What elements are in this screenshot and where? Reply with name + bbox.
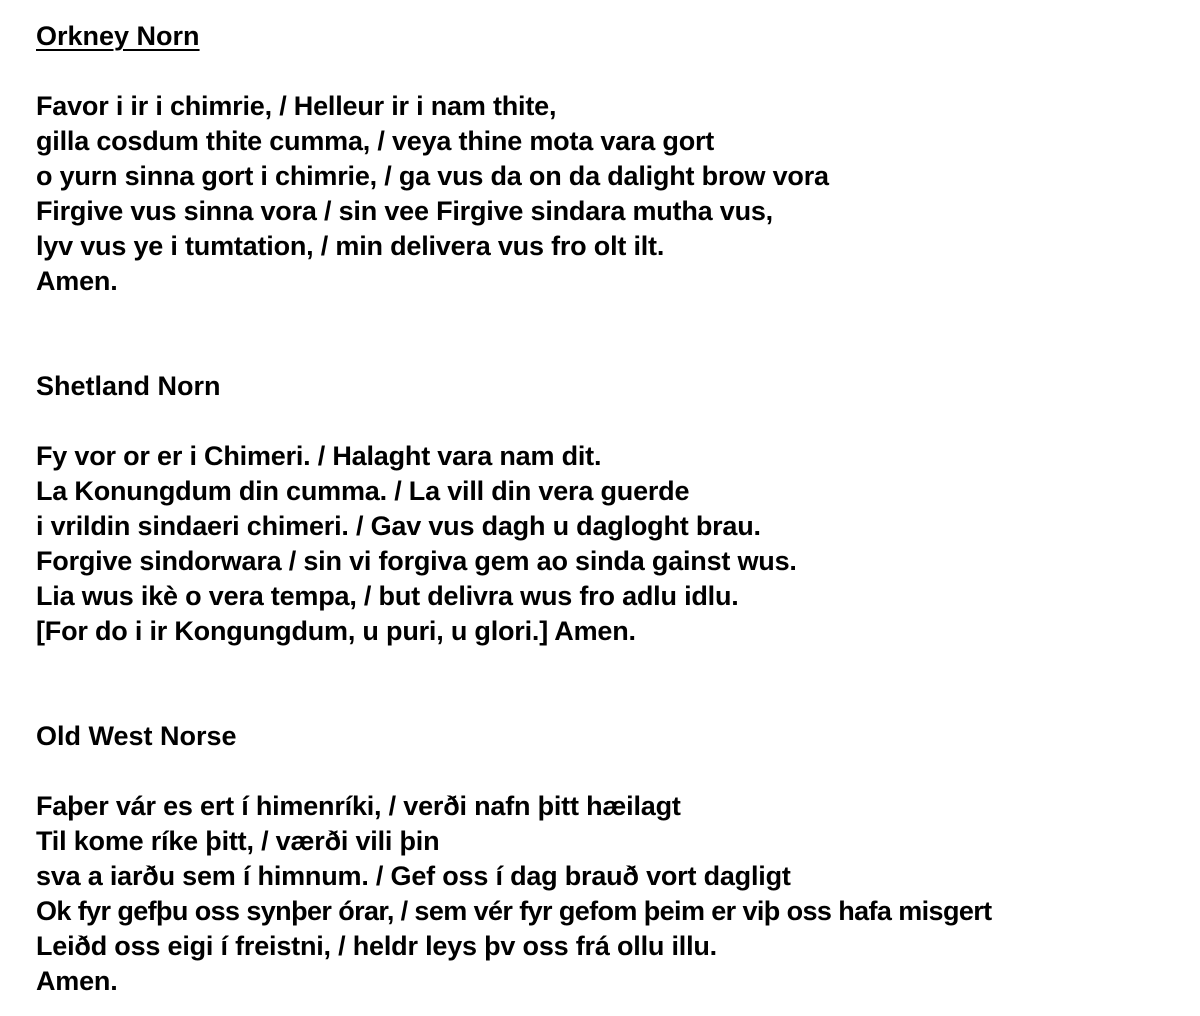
verse-line: Ok fyr gefþu oss synþer órar, / sem vér fyr gefom þeim er viþ oss hafa misgert — [36, 896, 992, 926]
verse-line: Amen. — [36, 966, 118, 996]
verse-line: Leiðd oss eigi í freistni, / heldr leys þv oss frá ollu illu. — [36, 931, 717, 961]
verse-line: Favor i ir i chimrie, / Helleur ir i nam thite, — [36, 91, 557, 121]
verse-line: [For do i ir Kongungdum, u puri, u glori.] Amen. — [36, 616, 636, 646]
verse-line: Fy vor or er i Chimeri. / Halaght vara nam dit. — [36, 441, 602, 471]
verse-line: La Konungdum din cumma. / La vill din vera guerde — [36, 476, 690, 506]
verse-line: sva a iarðu sem í himnum. / Gef oss í dag brauð vort dagligt — [36, 861, 791, 891]
section-shetland-norn — [36, 369, 1186, 649]
section-orkney-norn — [36, 19, 1186, 299]
verse-line: lyv vus ye i tumtation, / min delivera vus fro olt ilt. — [36, 231, 665, 261]
section-old-west-norse — [36, 719, 1186, 999]
section-heading: Old West Norse — [36, 721, 237, 751]
verse-line: Faþer vár es ert í himenríki, / verði nafn þitt hæilagt — [36, 791, 681, 821]
verse-lines — [36, 439, 1186, 649]
verse-line: i vrildin sindaeri chimeri. / Gav vus dagh u dagloght brau. — [36, 511, 761, 541]
section-heading: Orkney Norn — [36, 21, 200, 51]
verse-line: gilla cosdum thite cumma, / veya thine mota vara gort — [36, 126, 715, 156]
verse-line: Lia wus ikè o vera tempa, / but delivra wus fro adlu idlu. — [36, 581, 739, 611]
verse-lines — [36, 89, 1186, 299]
verse-line: Forgive sindorwara / sin vi forgiva gem ao sinda gainst wus. — [36, 546, 797, 576]
verse-lines — [36, 789, 1186, 999]
verse-line: Amen. — [36, 266, 118, 296]
section-heading: Shetland Norn — [36, 371, 221, 401]
verse-line: Til kome ríke þitt, / værði vili þin — [36, 826, 440, 856]
verse-line: Firgive vus sinna vora / sin vee Firgive sindara mutha vus, — [36, 196, 773, 226]
verse-line: o yurn sinna gort i chimrie, / ga vus da on da dalight brow vora — [36, 161, 829, 191]
